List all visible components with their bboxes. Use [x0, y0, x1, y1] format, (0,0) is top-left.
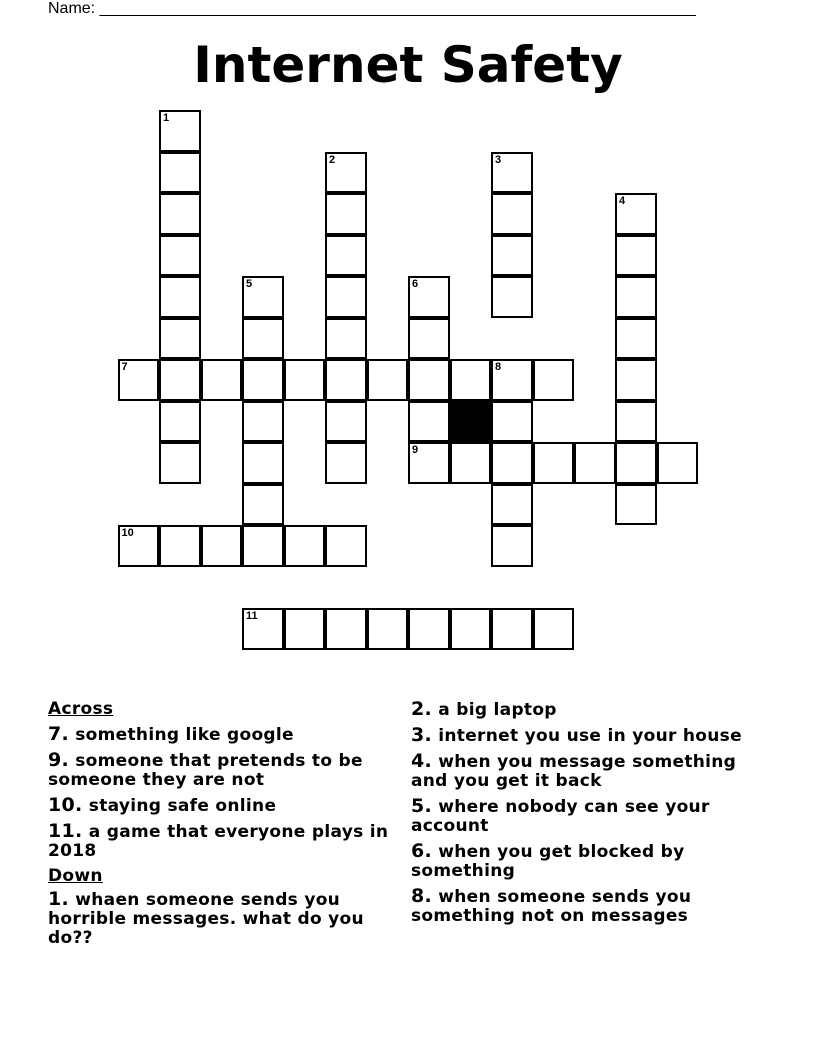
crossword-cell[interactable] [615, 442, 657, 484]
crossword-cell[interactable] [325, 401, 367, 443]
crossword-cell[interactable] [491, 608, 533, 650]
clue-number: 11 [246, 610, 258, 622]
clue-item [411, 752, 771, 791]
crossword-cell[interactable] [491, 235, 533, 277]
crossword-cell[interactable] [242, 276, 284, 318]
clue-item [411, 700, 771, 720]
crossword-cell[interactable] [533, 359, 575, 401]
crossword-cell[interactable] [615, 318, 657, 360]
crossword-cell[interactable] [325, 235, 367, 277]
clue-item-text: staying safe online [82, 796, 277, 816]
crossword-cell[interactable] [201, 525, 243, 567]
clue-item-text: when someone sends you something not on messages [411, 887, 692, 926]
clue-item-text: when you get blocked by something [411, 842, 685, 881]
across-heading: Across [48, 699, 114, 719]
page-title: Internet Safety [193, 36, 623, 94]
crossword-cell[interactable] [533, 442, 575, 484]
clue-item [411, 887, 771, 926]
clue-item-text: someone that pretends to be someone they are not [48, 751, 363, 790]
clue-item-number: 4. [411, 750, 433, 772]
crossword-cell[interactable] [367, 359, 409, 401]
crossword-cell[interactable] [325, 442, 367, 484]
crossword-cell[interactable] [159, 359, 201, 401]
crossword-cell[interactable] [159, 318, 201, 360]
crossword-cell[interactable] [408, 401, 450, 443]
crossword-cell[interactable] [159, 276, 201, 318]
clue-item-text: when you message something and you get it back [411, 752, 737, 791]
crossword-cell[interactable] [408, 442, 450, 484]
clue-number: 9 [412, 444, 419, 456]
crossword-cell[interactable] [325, 193, 367, 235]
crossword-cell[interactable] [491, 359, 533, 401]
crossword-cell[interactable] [325, 152, 367, 194]
crossword-cell[interactable] [408, 608, 450, 650]
crossword-cell[interactable] [491, 442, 533, 484]
clue-item-text: something like google [69, 725, 294, 745]
crossword-cell[interactable] [574, 442, 616, 484]
crossword-cell[interactable] [159, 110, 201, 152]
clue-item-text: where nobody can see your account [411, 797, 710, 836]
clue-item-number: 5. [411, 795, 433, 817]
crossword-cell[interactable] [242, 318, 284, 360]
clue-number: 2 [329, 153, 336, 166]
clue-item-number: 3. [411, 724, 433, 746]
clue-item [48, 890, 398, 948]
crossword-cell[interactable] [408, 276, 450, 318]
crossword-cell[interactable] [491, 193, 533, 235]
crossword-cell[interactable] [118, 525, 160, 567]
crossword-cell[interactable] [242, 401, 284, 443]
clue-item [411, 726, 771, 746]
crossword-cell[interactable] [159, 152, 201, 194]
clue-item-text: a big laptop [432, 700, 557, 720]
crossword-cell[interactable] [491, 484, 533, 526]
clue-item [48, 822, 398, 861]
clue-number: 10 [121, 527, 134, 539]
clue-item-number: 8. [411, 885, 433, 907]
crossword-cell[interactable] [242, 442, 284, 484]
crossword-cell[interactable] [325, 608, 367, 650]
crossword-cell[interactable] [242, 359, 284, 401]
clue-item [48, 796, 398, 816]
crossword-cell[interactable] [615, 193, 657, 235]
crossword-cell[interactable] [284, 608, 326, 650]
crossword-cell[interactable] [491, 152, 533, 194]
black-square [450, 401, 492, 443]
clue-item-number: 10. [48, 794, 83, 816]
name-field[interactable]: Name: ___________________________________________________________________ [48, 0, 696, 17]
crossword-cell[interactable] [533, 608, 575, 650]
crossword-cell[interactable] [242, 525, 284, 567]
clue-item-number: 11. [48, 820, 83, 842]
clue-number: 8 [495, 361, 502, 373]
clue-item-number: 2. [411, 698, 433, 720]
crossword-cell[interactable] [159, 525, 201, 567]
crossword-cell[interactable] [615, 484, 657, 526]
crossword-cell[interactable] [615, 359, 657, 401]
clue-item-number: 1. [48, 888, 70, 910]
crossword-cell[interactable] [491, 401, 533, 443]
crossword-cell[interactable] [242, 608, 284, 650]
crossword-cell[interactable] [284, 359, 326, 401]
crossword-cell[interactable] [450, 359, 492, 401]
clue-item-number: 6. [411, 840, 433, 862]
clue-number: 1 [163, 112, 170, 124]
crossword-cell[interactable] [615, 235, 657, 277]
clues-right-column [411, 700, 771, 932]
clue-item [411, 797, 771, 836]
clue-item-number: 7. [48, 723, 70, 745]
clue-item [411, 842, 771, 881]
clue-item-text: whaen someone sends you horrible messages. what do you do?? [48, 890, 364, 948]
clue-number: 4 [619, 195, 626, 207]
clue-item-text: internet you use in your house [432, 726, 742, 746]
crossword-cell[interactable] [325, 276, 367, 318]
crossword-cell[interactable] [159, 193, 201, 235]
crossword-cell[interactable] [491, 525, 533, 567]
crossword-cell[interactable] [408, 359, 450, 401]
crossword-cell[interactable] [450, 608, 492, 650]
clue-item-text: a game that everyone plays in 2018 [48, 822, 389, 861]
clue-number: 6 [412, 278, 419, 290]
crossword-cell[interactable] [657, 442, 699, 484]
crossword-cell[interactable] [159, 401, 201, 443]
clue-number: 7 [121, 361, 128, 373]
crossword-cell[interactable] [367, 608, 409, 650]
crossword-cell[interactable] [450, 442, 492, 484]
crossword-cell[interactable] [491, 276, 533, 318]
clue-item [48, 725, 398, 745]
clue-number: 5 [246, 278, 253, 290]
crossword-cell[interactable] [615, 401, 657, 443]
crossword-cell[interactable] [408, 318, 450, 360]
clue-item-number: 9. [48, 749, 70, 771]
crossword-cell[interactable] [201, 359, 243, 401]
crossword-cell[interactable] [325, 318, 367, 360]
down-heading: Down [48, 866, 103, 886]
crossword-cell[interactable] [159, 442, 201, 484]
crossword-cell[interactable] [284, 525, 326, 567]
crossword-cell[interactable] [159, 235, 201, 277]
crossword-cell[interactable] [325, 359, 367, 401]
crossword-cell[interactable] [118, 359, 160, 401]
crossword-cell[interactable] [242, 484, 284, 526]
clue-item [48, 751, 398, 790]
clue-number: 3 [495, 153, 502, 166]
clues-left-column [48, 700, 398, 954]
crossword-cell[interactable] [615, 276, 657, 318]
crossword-cell[interactable] [325, 525, 367, 567]
